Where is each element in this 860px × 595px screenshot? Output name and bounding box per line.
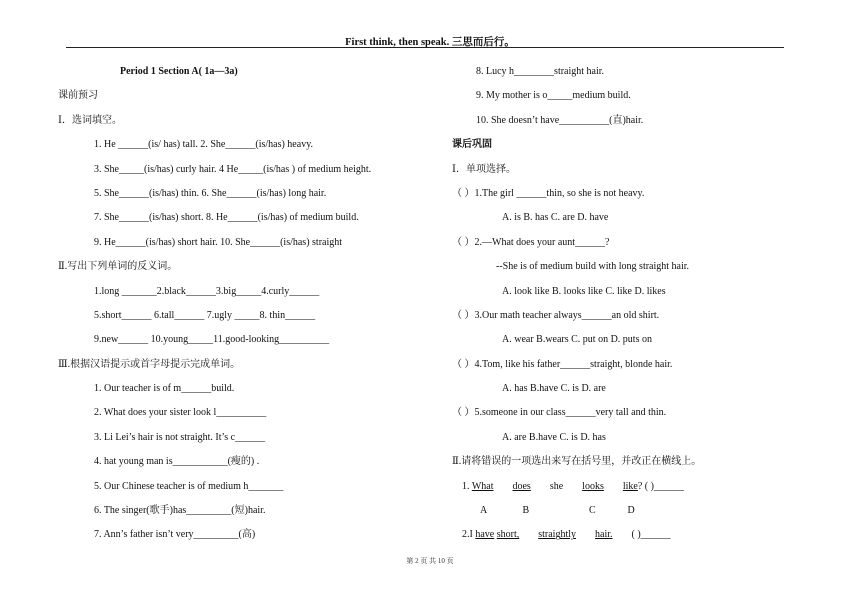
error-item-1 (452, 475, 792, 499)
error-word-c: looks (582, 480, 604, 492)
error-word-a: What (471, 480, 494, 492)
s1-line: 7. She______(is/has) short. 8. He______(is/has) of medium build. (94, 212, 359, 224)
error-word-b: short, (496, 529, 520, 541)
error-item-tail: ( )______ (631, 529, 671, 541)
error-word-a: have (475, 529, 495, 541)
header-rule (66, 47, 784, 48)
question-4: （ ）4.Tom, like his father______straight, blonde hair. (452, 358, 673, 370)
question-4-options: A. has B.have C. is D. are (502, 383, 606, 395)
section-3-title: Ⅲ.根据汉语提示或首字母提示完成单词。 (58, 358, 241, 370)
s3-line: 8. Lucy h________straight hair. (476, 66, 605, 77)
s1-line: 3. She_____(is/has) curly hair. 4 He_____(is/has ) of medium height. (94, 163, 372, 175)
letter-d: D (627, 505, 635, 517)
error-item-tail: ? ( )______ (637, 480, 684, 492)
question-5: （ ）5.someone in our class______very tall and thin. (452, 407, 667, 419)
question-2-options: A. look like B. looks like C. like D. likes (502, 285, 666, 297)
error-word-d: hair. (595, 529, 613, 541)
s3-line: 10. She doesn’t have__________(直)hair. (476, 114, 644, 126)
s2-line: 9.new______ 10.young_____11.good-looking__________ (94, 334, 330, 346)
letter-a: A (480, 505, 488, 517)
page-footer: 第 2 页 共 10 页 (406, 557, 454, 565)
question-1-options: A. is B. has C. are D. have (502, 212, 609, 224)
question-5-options: A. are B.have C. is D. has (502, 431, 606, 443)
question-3-options: A. wear B.wears C. put on D. puts on (502, 334, 652, 346)
review-2-title: Ⅱ.请将错误的一项选出来写在括号里，并改正在横线上。 (452, 456, 702, 468)
s3-line: 2. What does your sister look l__________ (94, 407, 267, 419)
question-3: （ ）3.Our math teacher always______an old shirt. (452, 309, 660, 321)
letter-b: B (522, 505, 530, 517)
section-1-title: Ⅰ．选词填空。 (58, 114, 122, 126)
error-word-c: straightly (538, 529, 577, 541)
review-1-title: Ⅰ．单项选择。 (452, 163, 516, 175)
letter-c: C (589, 505, 596, 517)
s3-line: 5. Our Chinese teacher is of medium h_______ (94, 480, 284, 492)
left-column (58, 60, 423, 548)
error-word-b: does (512, 480, 531, 492)
s3-line: 7. Ann’s father isn’t very_________(高) (94, 529, 256, 541)
error-item-2 (452, 523, 792, 547)
question-1: （ ）1.The girl ______thin, so she is not heavy. (452, 187, 645, 199)
error-item-1-letters (452, 499, 792, 523)
error-word: she (549, 480, 564, 492)
question-2: （ ）2.—What does your aunt______? (452, 236, 610, 248)
s1-line: 1. He ______(is/ has) tall. 2. She______(is/has) heavy. (94, 139, 314, 151)
right-column (452, 60, 792, 548)
s3-line: 9. My mother is o_____medium build. (476, 90, 631, 102)
s1-line: 9. He______(is/has) short hair. 10. She______(is/has) straight (94, 236, 343, 248)
s2-line: 1.long _______2.black______3.big_____4.curly______ (94, 285, 320, 297)
s1-line: 5. She______(is/has) thin. 6. She______(is/has) long hair. (94, 187, 327, 199)
s3-line: 6. The singer(歌手)has_________(短)hair. (94, 505, 266, 517)
page-header: First think, then speak. 三思而后行。 (345, 37, 515, 48)
s2-line: 5.short______ 6.tall______ 7.ugly _____8. thin______ (94, 309, 316, 321)
period-title: Period 1 Section A( 1a—3a) (120, 66, 238, 77)
s3-line: 4. hat young man is___________(瘦的) . (94, 456, 260, 468)
preview-heading: 课前预习 (58, 90, 98, 102)
review-heading: 课后巩固 (452, 139, 492, 151)
section-2-title: Ⅱ.写出下列单词的反义词。 (58, 261, 178, 273)
error-item-number: 2.I (462, 529, 473, 541)
s3-line: 3. Li Lei’s hair is not straight. It’s c______ (94, 431, 266, 443)
s3-line: 1. Our teacher is of m______build. (94, 383, 235, 395)
error-word-d: like (622, 480, 638, 492)
question-2-answer-line: --She is of medium build with long straight hair. (496, 261, 690, 273)
error-item-number: 1. (462, 480, 470, 492)
